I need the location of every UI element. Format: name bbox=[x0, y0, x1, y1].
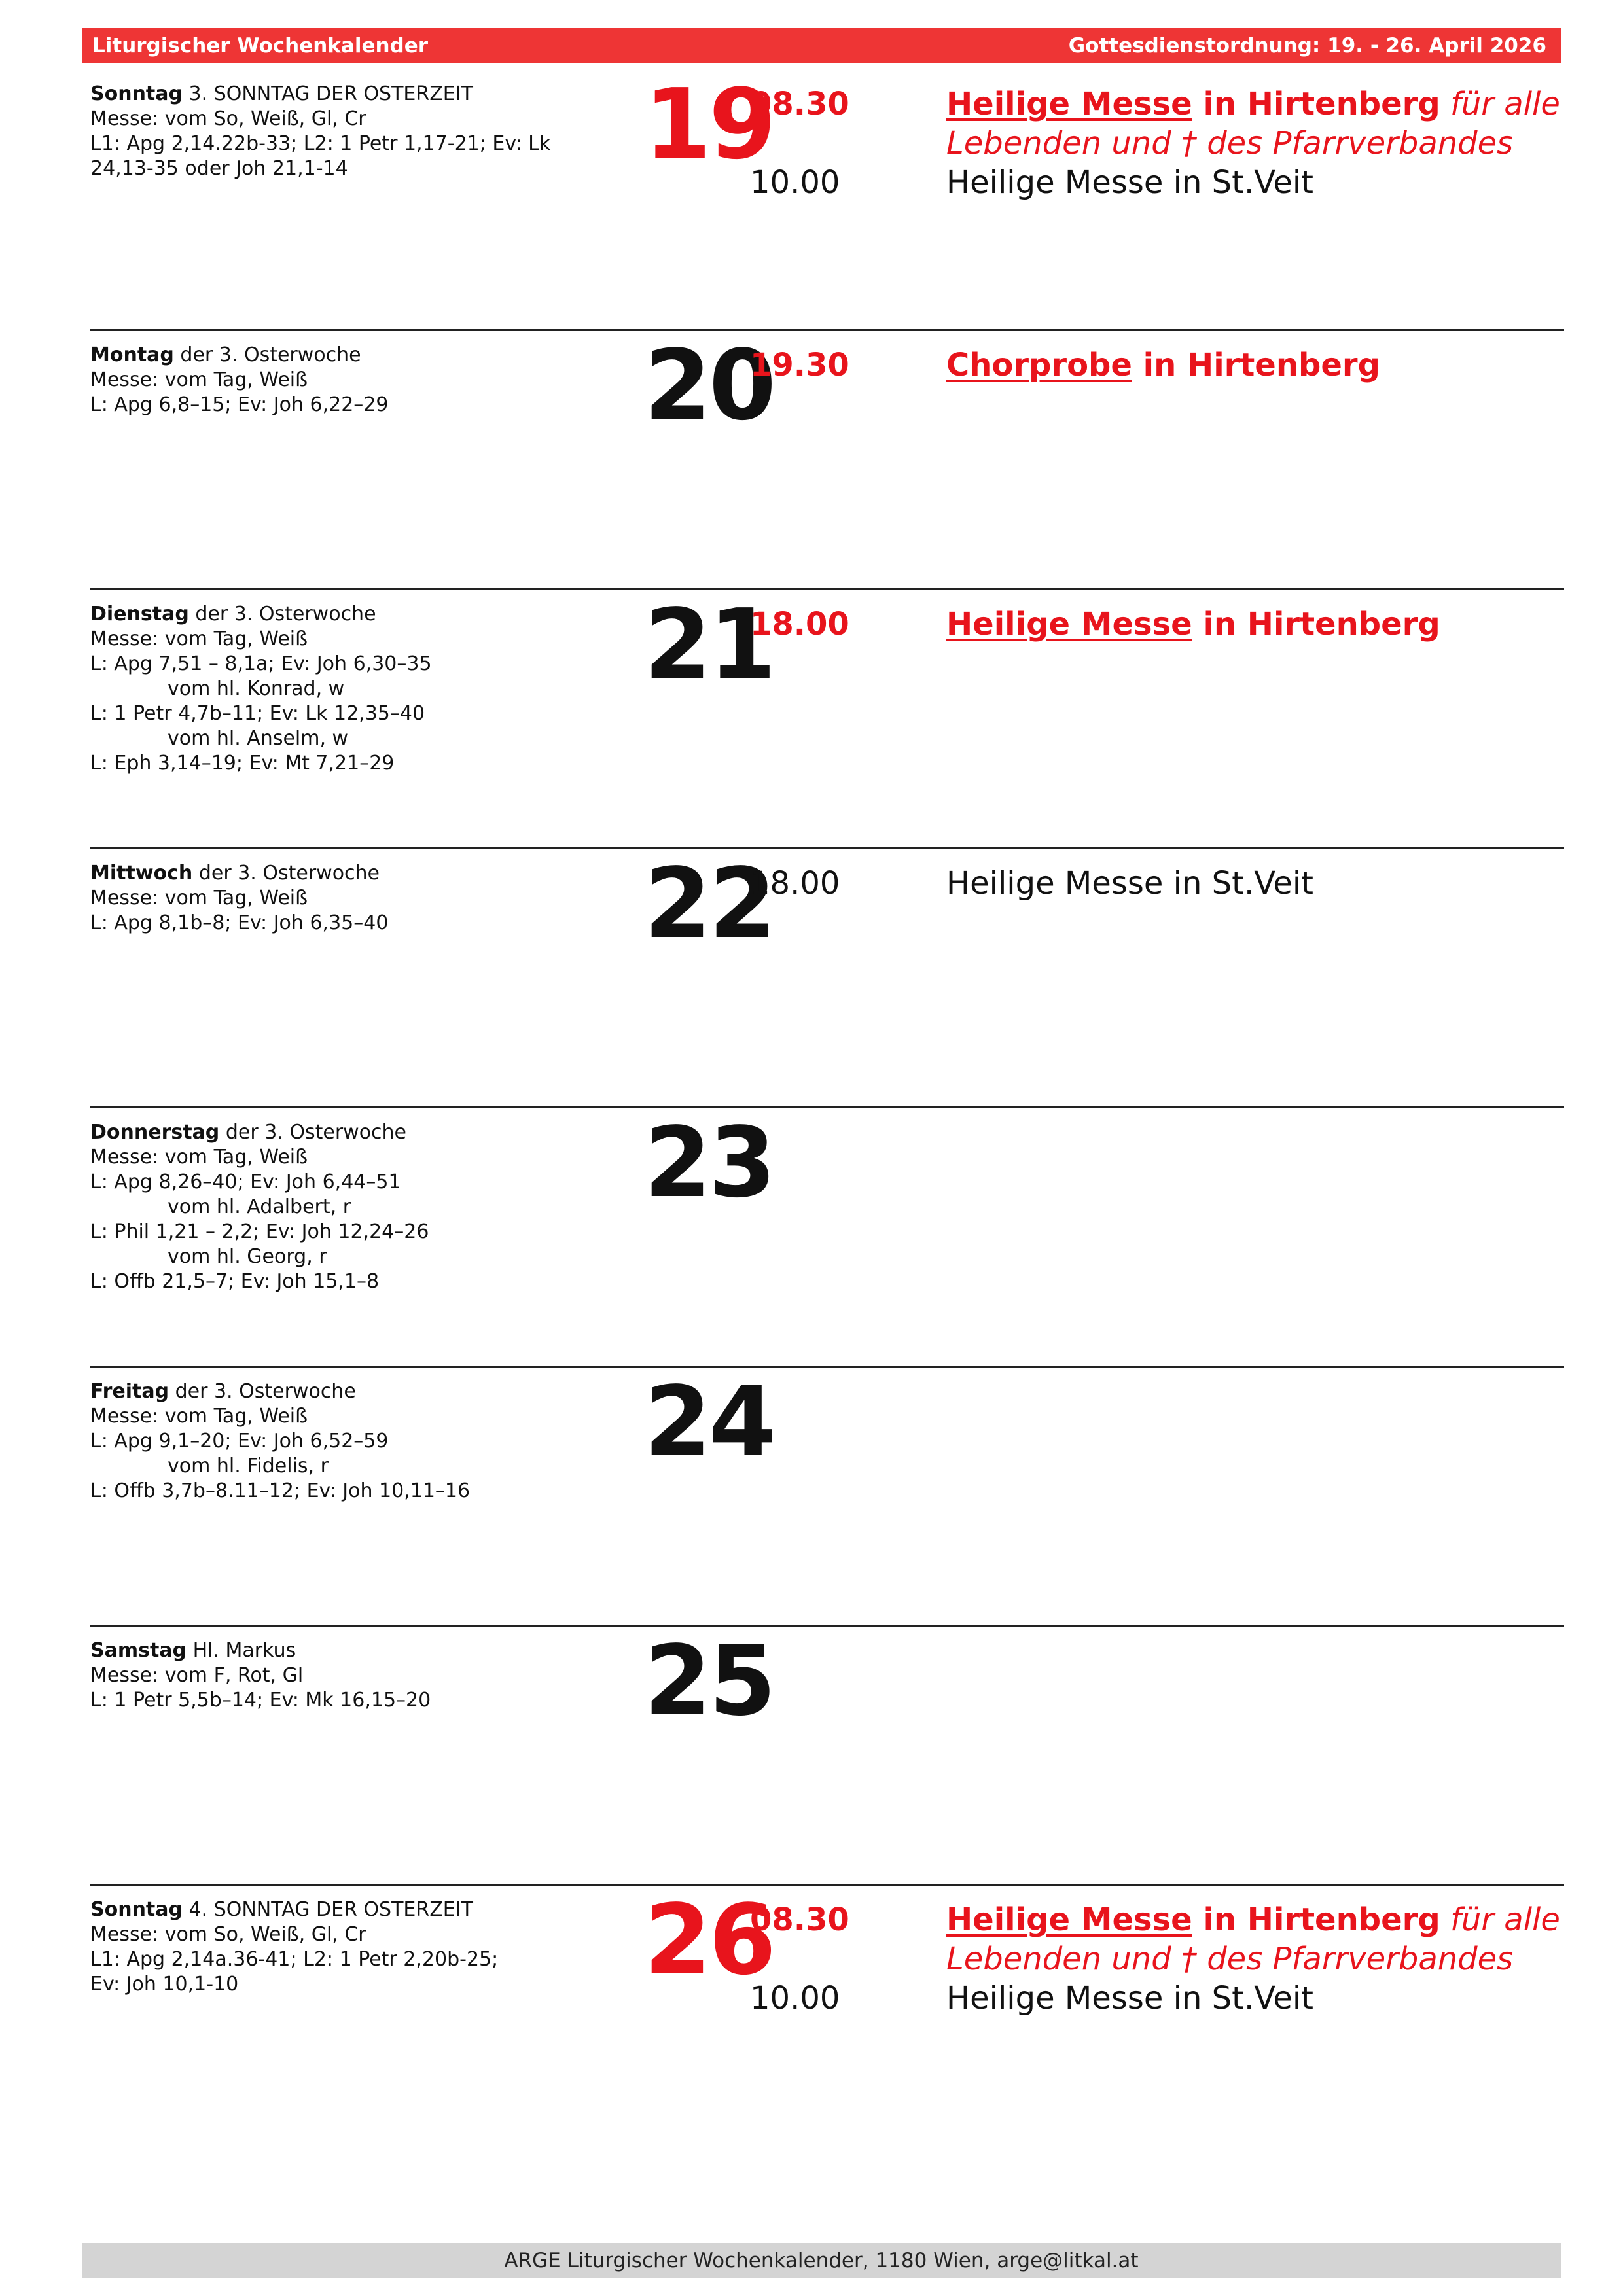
event-place: in Hirtenberg bbox=[1192, 86, 1440, 122]
reading-line: L: Phil 1,21 – 2,2; Ev: Joh 12,24–26 bbox=[90, 1220, 429, 1243]
reading-line: L: Offb 21,5–7; Ev: Joh 15,1–8 bbox=[90, 1270, 380, 1293]
liturgy-info bbox=[90, 1898, 601, 1997]
day-entry bbox=[90, 1884, 1564, 2143]
weekday-label: Mittwoch bbox=[90, 862, 193, 885]
service-event bbox=[750, 864, 1561, 903]
feast-title: der 3. Osterwoche bbox=[169, 1380, 356, 1403]
header-date-range: Gottesdienstordnung: 19. - 26. April 2026 bbox=[1068, 34, 1546, 58]
weekday-label: Sonntag bbox=[90, 1898, 183, 1921]
date-number: 23 bbox=[644, 1106, 774, 1219]
day-heading bbox=[90, 1898, 601, 1922]
event-title: Heilige Messe bbox=[946, 86, 1192, 122]
service-event bbox=[750, 84, 1561, 163]
footer-text: ARGE Liturgischer Wochenkalender, 1180 Wien, arge@litkal.at bbox=[504, 2249, 1139, 2272]
event-place: in Hirtenberg bbox=[1192, 606, 1440, 643]
event-list bbox=[750, 345, 1561, 385]
saint-memorial-line: vom hl. Anselm, w bbox=[168, 727, 349, 750]
service-event bbox=[750, 163, 1561, 202]
event-title: Heilige Messe in St.Veit bbox=[946, 164, 1313, 201]
day-heading bbox=[90, 1379, 601, 1404]
feast-title: 3. SONNTAG DER OSTERZEIT bbox=[183, 82, 473, 105]
date-number: 26 bbox=[644, 1884, 774, 1996]
day-entry bbox=[90, 70, 1564, 329]
event-place: in Hirtenberg bbox=[1132, 347, 1380, 383]
weekday-label: Sonntag bbox=[90, 82, 183, 105]
event-description bbox=[946, 84, 1561, 163]
event-time: 18.00 bbox=[750, 606, 849, 643]
event-description bbox=[946, 605, 1561, 644]
event-list bbox=[750, 1900, 1561, 2018]
reading-line: L: Apg 8,1b–8; Ev: Joh 6,35–40 bbox=[90, 911, 389, 934]
reading-line: L: Apg 8,26–40; Ev: Joh 6,44–51 bbox=[90, 1171, 401, 1193]
reading-line: Messe: vom So, Weiß, Gl, Cr bbox=[90, 107, 366, 130]
event-title: Heilige Messe bbox=[946, 606, 1192, 643]
event-time: 08.30 bbox=[750, 86, 849, 122]
header-title: Liturgischer Wochenkalender bbox=[92, 34, 429, 58]
feast-title: der 3. Osterwoche bbox=[173, 344, 361, 366]
reading-line: L1: Apg 2,14.22b-33; L2: 1 Petr 1,17-21; Ev: Lk bbox=[90, 132, 551, 155]
reading-line: Messe: vom So, Weiß, Gl, Cr bbox=[90, 1923, 366, 1946]
feast-title: der 3. Osterwoche bbox=[188, 603, 376, 626]
day-heading bbox=[90, 1638, 601, 1663]
footer-bar bbox=[82, 2243, 1561, 2278]
event-time: 19.30 bbox=[750, 347, 849, 383]
reading-line: Messe: vom Tag, Weiß bbox=[90, 1405, 308, 1428]
date-number: 20 bbox=[644, 329, 774, 442]
feast-title: der 3. Osterwoche bbox=[219, 1121, 407, 1144]
weekday-label: Dienstag bbox=[90, 603, 189, 626]
weekday-label: Samstag bbox=[90, 1639, 187, 1662]
date-number: 21 bbox=[644, 588, 774, 701]
reading-line: L: 1 Petr 5,5b–14; Ev: Mk 16,15–20 bbox=[90, 1689, 431, 1712]
liturgy-info bbox=[90, 82, 601, 181]
event-note: für alle Lebenden und † des Pfarrverbandes bbox=[946, 1901, 1560, 1977]
day-heading bbox=[90, 861, 601, 886]
reading-line: L: Apg 7,51 – 8,1a; Ev: Joh 6,30–35 bbox=[90, 652, 432, 675]
event-title: Chorprobe bbox=[946, 347, 1132, 383]
event-time: 08.30 bbox=[750, 1901, 849, 1938]
event-list bbox=[750, 605, 1561, 644]
feast-title: 4. SONNTAG DER OSTERZEIT bbox=[183, 1898, 473, 1921]
reading-line: Messe: vom Tag, Weiß bbox=[90, 627, 308, 650]
saint-memorial-line: vom hl. Fidelis, r bbox=[168, 1455, 329, 1477]
day-heading bbox=[90, 1120, 601, 1145]
reading-line: L: Eph 3,14–19; Ev: Mt 7,21–29 bbox=[90, 752, 395, 775]
liturgy-info bbox=[90, 861, 601, 936]
weekday-label: Freitag bbox=[90, 1380, 169, 1403]
event-place: in Hirtenberg bbox=[1192, 1901, 1440, 1938]
event-description bbox=[946, 163, 1561, 202]
reading-line: L1: Apg 2,14a.36-41; L2: 1 Petr 2,20b-25; bbox=[90, 1948, 499, 1971]
service-event bbox=[750, 605, 1561, 644]
service-event bbox=[750, 1979, 1561, 2018]
reading-line: Messe: vom F, Rot, Gl bbox=[90, 1664, 304, 1687]
event-description bbox=[946, 345, 1561, 385]
liturgy-info bbox=[90, 343, 601, 417]
event-note: für alle Lebenden und † des Pfarrverbandes bbox=[946, 86, 1560, 162]
service-event bbox=[750, 345, 1561, 385]
reading-line: Messe: vom Tag, Weiß bbox=[90, 1146, 308, 1169]
day-entry bbox=[90, 1106, 1564, 1366]
date-number: 24 bbox=[644, 1366, 774, 1478]
event-title: Heilige Messe in St.Veit bbox=[946, 865, 1313, 902]
day-entry bbox=[90, 1625, 1564, 1884]
liturgy-info bbox=[90, 1379, 601, 1504]
reading-line: Messe: vom Tag, Weiß bbox=[90, 887, 308, 910]
day-heading bbox=[90, 82, 601, 107]
event-description bbox=[946, 1900, 1561, 1979]
service-event bbox=[750, 1900, 1561, 1979]
event-list bbox=[750, 84, 1561, 202]
reading-line: Ev: Joh 10,1-10 bbox=[90, 1973, 239, 1996]
date-number: 19 bbox=[644, 68, 774, 181]
liturgy-info bbox=[90, 602, 601, 776]
reading-line: L: Apg 6,8–15; Ev: Joh 6,22–29 bbox=[90, 393, 389, 416]
saint-memorial-line: vom hl. Konrad, w bbox=[168, 677, 345, 700]
saint-memorial-line: vom hl. Georg, r bbox=[168, 1245, 327, 1268]
day-entry bbox=[90, 588, 1564, 847]
date-number: 25 bbox=[644, 1625, 774, 1737]
event-time: 10.00 bbox=[750, 1980, 840, 2017]
day-entry bbox=[90, 847, 1564, 1106]
day-heading bbox=[90, 602, 601, 627]
event-title: Heilige Messe bbox=[946, 1901, 1192, 1938]
event-description bbox=[946, 864, 1561, 903]
weekday-label: Montag bbox=[90, 344, 174, 366]
liturgy-info bbox=[90, 1120, 601, 1294]
reading-line: 24,13-35 oder Joh 21,1-14 bbox=[90, 157, 348, 180]
event-time: 18.00 bbox=[750, 865, 840, 902]
day-entry bbox=[90, 329, 1564, 588]
event-time: 10.00 bbox=[750, 164, 840, 201]
weekday-label: Donnerstag bbox=[90, 1121, 220, 1144]
date-number: 22 bbox=[644, 847, 774, 960]
reading-line: L: 1 Petr 4,7b–11; Ev: Lk 12,35–40 bbox=[90, 702, 425, 725]
day-entry bbox=[90, 1366, 1564, 1625]
day-heading bbox=[90, 343, 601, 368]
header-bar bbox=[82, 28, 1561, 63]
reading-line: L: Apg 9,1–20; Ev: Joh 6,52–59 bbox=[90, 1430, 389, 1453]
saint-memorial-line: vom hl. Adalbert, r bbox=[168, 1195, 351, 1218]
feast-title: der 3. Osterwoche bbox=[192, 862, 380, 885]
reading-line: L: Offb 3,7b–8.11–12; Ev: Joh 10,11–16 bbox=[90, 1479, 471, 1502]
liturgy-info bbox=[90, 1638, 601, 1713]
feast-title: Hl. Markus bbox=[187, 1639, 296, 1662]
event-list bbox=[750, 864, 1561, 903]
event-description bbox=[946, 1979, 1561, 2018]
event-title: Heilige Messe in St.Veit bbox=[946, 1980, 1313, 2017]
reading-line: Messe: vom Tag, Weiß bbox=[90, 368, 308, 391]
